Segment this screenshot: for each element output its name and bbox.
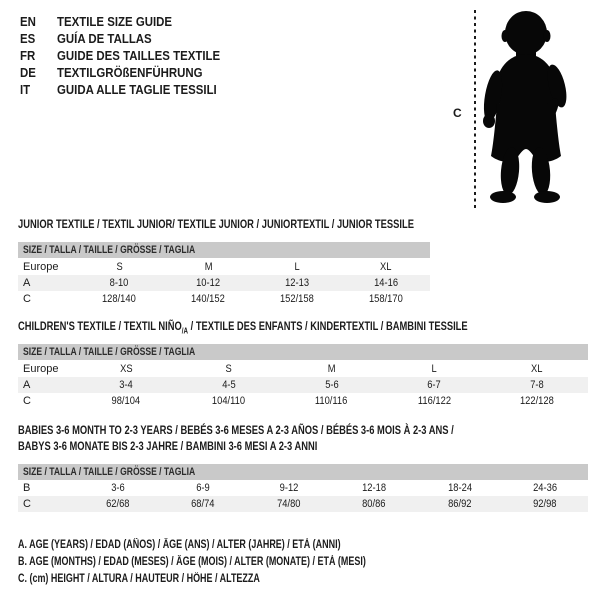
table-row <box>18 275 430 291</box>
language-title: TEXTILGRÖßENFÜHRUNG <box>57 65 203 80</box>
table-cell <box>75 261 164 273</box>
footnote-text: C. (cm) HEIGHT / ALTURA / HAUTEUR / HÖHE / ALTEZZA <box>18 573 260 585</box>
language-code <box>20 14 57 29</box>
table-cell <box>341 277 430 289</box>
table-cell-text: M <box>204 260 213 273</box>
section-title-text <box>18 438 317 454</box>
footnotes <box>18 537 464 588</box>
section-title-children <box>18 318 594 334</box>
table-cell <box>164 261 253 273</box>
table-cell-text: 24-36 <box>533 482 558 494</box>
row-label: A <box>23 277 31 289</box>
table-cell-text: 104/110 <box>212 395 246 407</box>
table-cell <box>417 482 503 494</box>
table-cell-text: L <box>294 260 300 273</box>
table-cell-text: XS <box>120 362 133 375</box>
table-cell <box>383 379 486 391</box>
table-cell <box>178 363 281 375</box>
table-cell-text: 12-13 <box>284 277 309 289</box>
footnote-text: B. AGE (MONTHS) / EDAD (MESES) / ÂGE (MOIS) / ALTER (MONATE) / ETÀ (MESI) <box>18 556 366 568</box>
table-cell <box>503 498 589 510</box>
language-code <box>20 48 57 63</box>
title-text: BABIES 3-6 MONTH TO 2-3 YEARS / BEBÉS 3-6 MESES A 2-3 AÑOS / BÉBÉS 3-6 MOIS À 2-3 ANS / <box>18 423 454 437</box>
table-cell-text: 14-16 <box>373 277 398 289</box>
table-cell-text: 110/116 <box>315 395 348 407</box>
language-title: TEXTILE SIZE GUIDE <box>57 14 173 29</box>
size-table-babies <box>18 464 588 512</box>
table-cell <box>75 498 161 510</box>
language-row <box>20 30 242 47</box>
table-row <box>18 291 430 307</box>
table-cell <box>485 379 588 391</box>
language-title: GUÍA DE TALLAS <box>57 31 152 46</box>
height-label: C <box>453 106 462 120</box>
table-cell-text: 140/152 <box>191 293 226 305</box>
table-cell-text: 128/140 <box>102 293 137 305</box>
language-code-text: IT <box>20 82 31 97</box>
row-label: Europe <box>23 362 59 375</box>
table-cell <box>75 395 178 407</box>
row-label: C <box>23 293 31 305</box>
table-cell-text: 9-12 <box>279 482 299 494</box>
table-cell <box>332 482 418 494</box>
table-cell <box>417 498 503 510</box>
baby-figure <box>440 0 600 215</box>
table-cell <box>485 363 588 375</box>
table-cell <box>253 293 342 305</box>
table-cell <box>246 482 332 494</box>
section-title-junior <box>18 216 526 232</box>
row-label: A <box>23 379 31 391</box>
table-cell-text: S <box>225 362 233 375</box>
size-table-children <box>18 344 588 409</box>
table-cell-text: L <box>431 362 437 375</box>
size-header-bar <box>18 464 588 480</box>
table-cell-text: 18-24 <box>447 482 472 494</box>
table-cell-text: 3-6 <box>110 482 125 494</box>
table-cell <box>161 498 247 510</box>
table-row <box>18 496 588 512</box>
title-subscript: /A <box>181 326 189 336</box>
section-title-line <box>18 216 526 232</box>
table-cell-text: 86/92 <box>448 498 472 510</box>
language-row <box>20 47 242 64</box>
size-header-bar-text: SIZE / TALLA / TAILLE / GRÖSSE / TAGLIA <box>23 466 196 478</box>
footnote <box>18 571 464 588</box>
table-cell <box>383 395 486 407</box>
section-title-text <box>18 318 468 339</box>
table-row <box>18 360 588 377</box>
table-cell <box>332 498 418 510</box>
language-row <box>20 13 242 30</box>
table-cell-text: 116/122 <box>417 395 451 407</box>
table-cell <box>485 395 588 407</box>
row-label: Europe <box>23 260 59 273</box>
table-cell-text: 10-12 <box>196 277 221 289</box>
table-cell <box>383 363 486 375</box>
table-cell <box>75 363 178 375</box>
table-cell-text: 98/104 <box>111 395 141 407</box>
table-cell-text: 7-8 <box>529 379 544 391</box>
title-text: JUNIOR TEXTILE / TEXTIL JUNIOR/ TEXTILE JUNIOR / JUNIORTEXTIL / JUNIOR TESSILE <box>18 217 414 231</box>
title-text: BABYS 3-6 MONATE BIS 2-3 JAHRE / BAMBINI 3-6 MESI A 2-3 ANNI <box>18 439 318 453</box>
table-row <box>18 258 430 275</box>
table-cell <box>253 277 342 289</box>
row-label: B <box>23 482 31 494</box>
table-cell <box>503 482 589 494</box>
table-cell-text: 8-10 <box>110 277 129 289</box>
table-row <box>18 393 588 409</box>
section-title-line <box>18 318 594 334</box>
language-code <box>20 82 57 97</box>
table-cell <box>75 293 164 305</box>
table-row <box>18 377 588 393</box>
table-cell-text: 3-4 <box>119 379 134 391</box>
table-cell-text: 158/170 <box>368 293 403 305</box>
table-cell-text: XL <box>530 362 543 375</box>
language-title: GUIDA ALLE TAGLIE TESSILI <box>57 82 217 97</box>
table-cell <box>341 293 430 305</box>
table-cell-text: 4-5 <box>222 379 236 391</box>
table-cell-text: 12-18 <box>362 482 387 494</box>
table-cell-text: 74/80 <box>277 498 301 510</box>
table-cell <box>246 498 332 510</box>
footnote <box>18 554 464 571</box>
table-cell <box>75 277 164 289</box>
height-measure-line <box>474 10 476 208</box>
section-title-babies <box>18 422 577 454</box>
baby-silhouette-icon <box>480 8 568 208</box>
language-code <box>20 31 57 46</box>
table-cell <box>178 379 281 391</box>
language-code-text: DE <box>20 65 36 80</box>
table-cell-text: 68/74 <box>191 498 215 510</box>
footnote-text: A. AGE (YEARS) / EDAD (AÑOS) / ÂGE (ANS) / ALTER (JAHRE) / ETÀ (ANNI) <box>18 539 341 551</box>
size-header-bar-text: SIZE / TALLA / TAILLE / GRÖSSE / TAGLIA <box>23 244 196 256</box>
language-code-text: EN <box>20 14 36 29</box>
size-header-bar <box>18 242 430 258</box>
size-header-bar <box>18 344 588 360</box>
table-cell <box>178 395 281 407</box>
table-row <box>18 480 588 496</box>
table-cell-text: 5-6 <box>324 379 339 391</box>
table-cell-text: 62/68 <box>106 498 130 510</box>
table-cell <box>280 379 383 391</box>
table-cell <box>341 261 430 273</box>
table-cell <box>280 363 383 375</box>
table-cell-text: M <box>327 362 336 375</box>
table-cell <box>161 482 247 494</box>
language-title: GUIDE DES TAILLES TEXTILE <box>57 48 221 63</box>
section-title-line <box>18 422 577 438</box>
language-code <box>20 65 57 80</box>
title-text: / TEXTILE DES ENFANTS / KINDERTEXTIL / BAMBINI TESSILE <box>188 319 468 333</box>
title-text: CHILDREN'S TEXTILE / TEXTIL NIÑO <box>18 319 182 333</box>
section-title-line <box>18 438 577 454</box>
table-cell <box>280 395 383 407</box>
table-cell-text: 92/98 <box>533 498 557 510</box>
table-cell <box>164 293 253 305</box>
table-cell-text: S <box>116 260 123 273</box>
language-list <box>20 13 242 98</box>
table-cell <box>75 482 161 494</box>
row-label: C <box>23 498 31 510</box>
language-row <box>20 64 242 81</box>
table-cell-text: 122/128 <box>519 395 554 407</box>
size-table-junior <box>18 242 430 307</box>
section-title-text <box>18 216 414 232</box>
size-header-bar-text: SIZE / TALLA / TAILLE / GRÖSSE / TAGLIA <box>23 346 196 358</box>
table-cell-text: 6-7 <box>427 379 441 391</box>
table-cell-text: 152/158 <box>279 293 314 305</box>
row-label: C <box>23 395 31 407</box>
footnote <box>18 537 464 554</box>
language-code-text: FR <box>20 48 36 63</box>
language-row <box>20 81 242 98</box>
table-cell-text: 6-9 <box>196 482 211 494</box>
table-cell <box>164 277 253 289</box>
table-cell <box>75 379 178 391</box>
table-cell-text: XL <box>379 260 392 273</box>
language-code-text: ES <box>20 31 36 46</box>
section-title-text <box>18 422 454 438</box>
table-cell-text: 80/86 <box>362 498 386 510</box>
table-cell <box>253 261 342 273</box>
